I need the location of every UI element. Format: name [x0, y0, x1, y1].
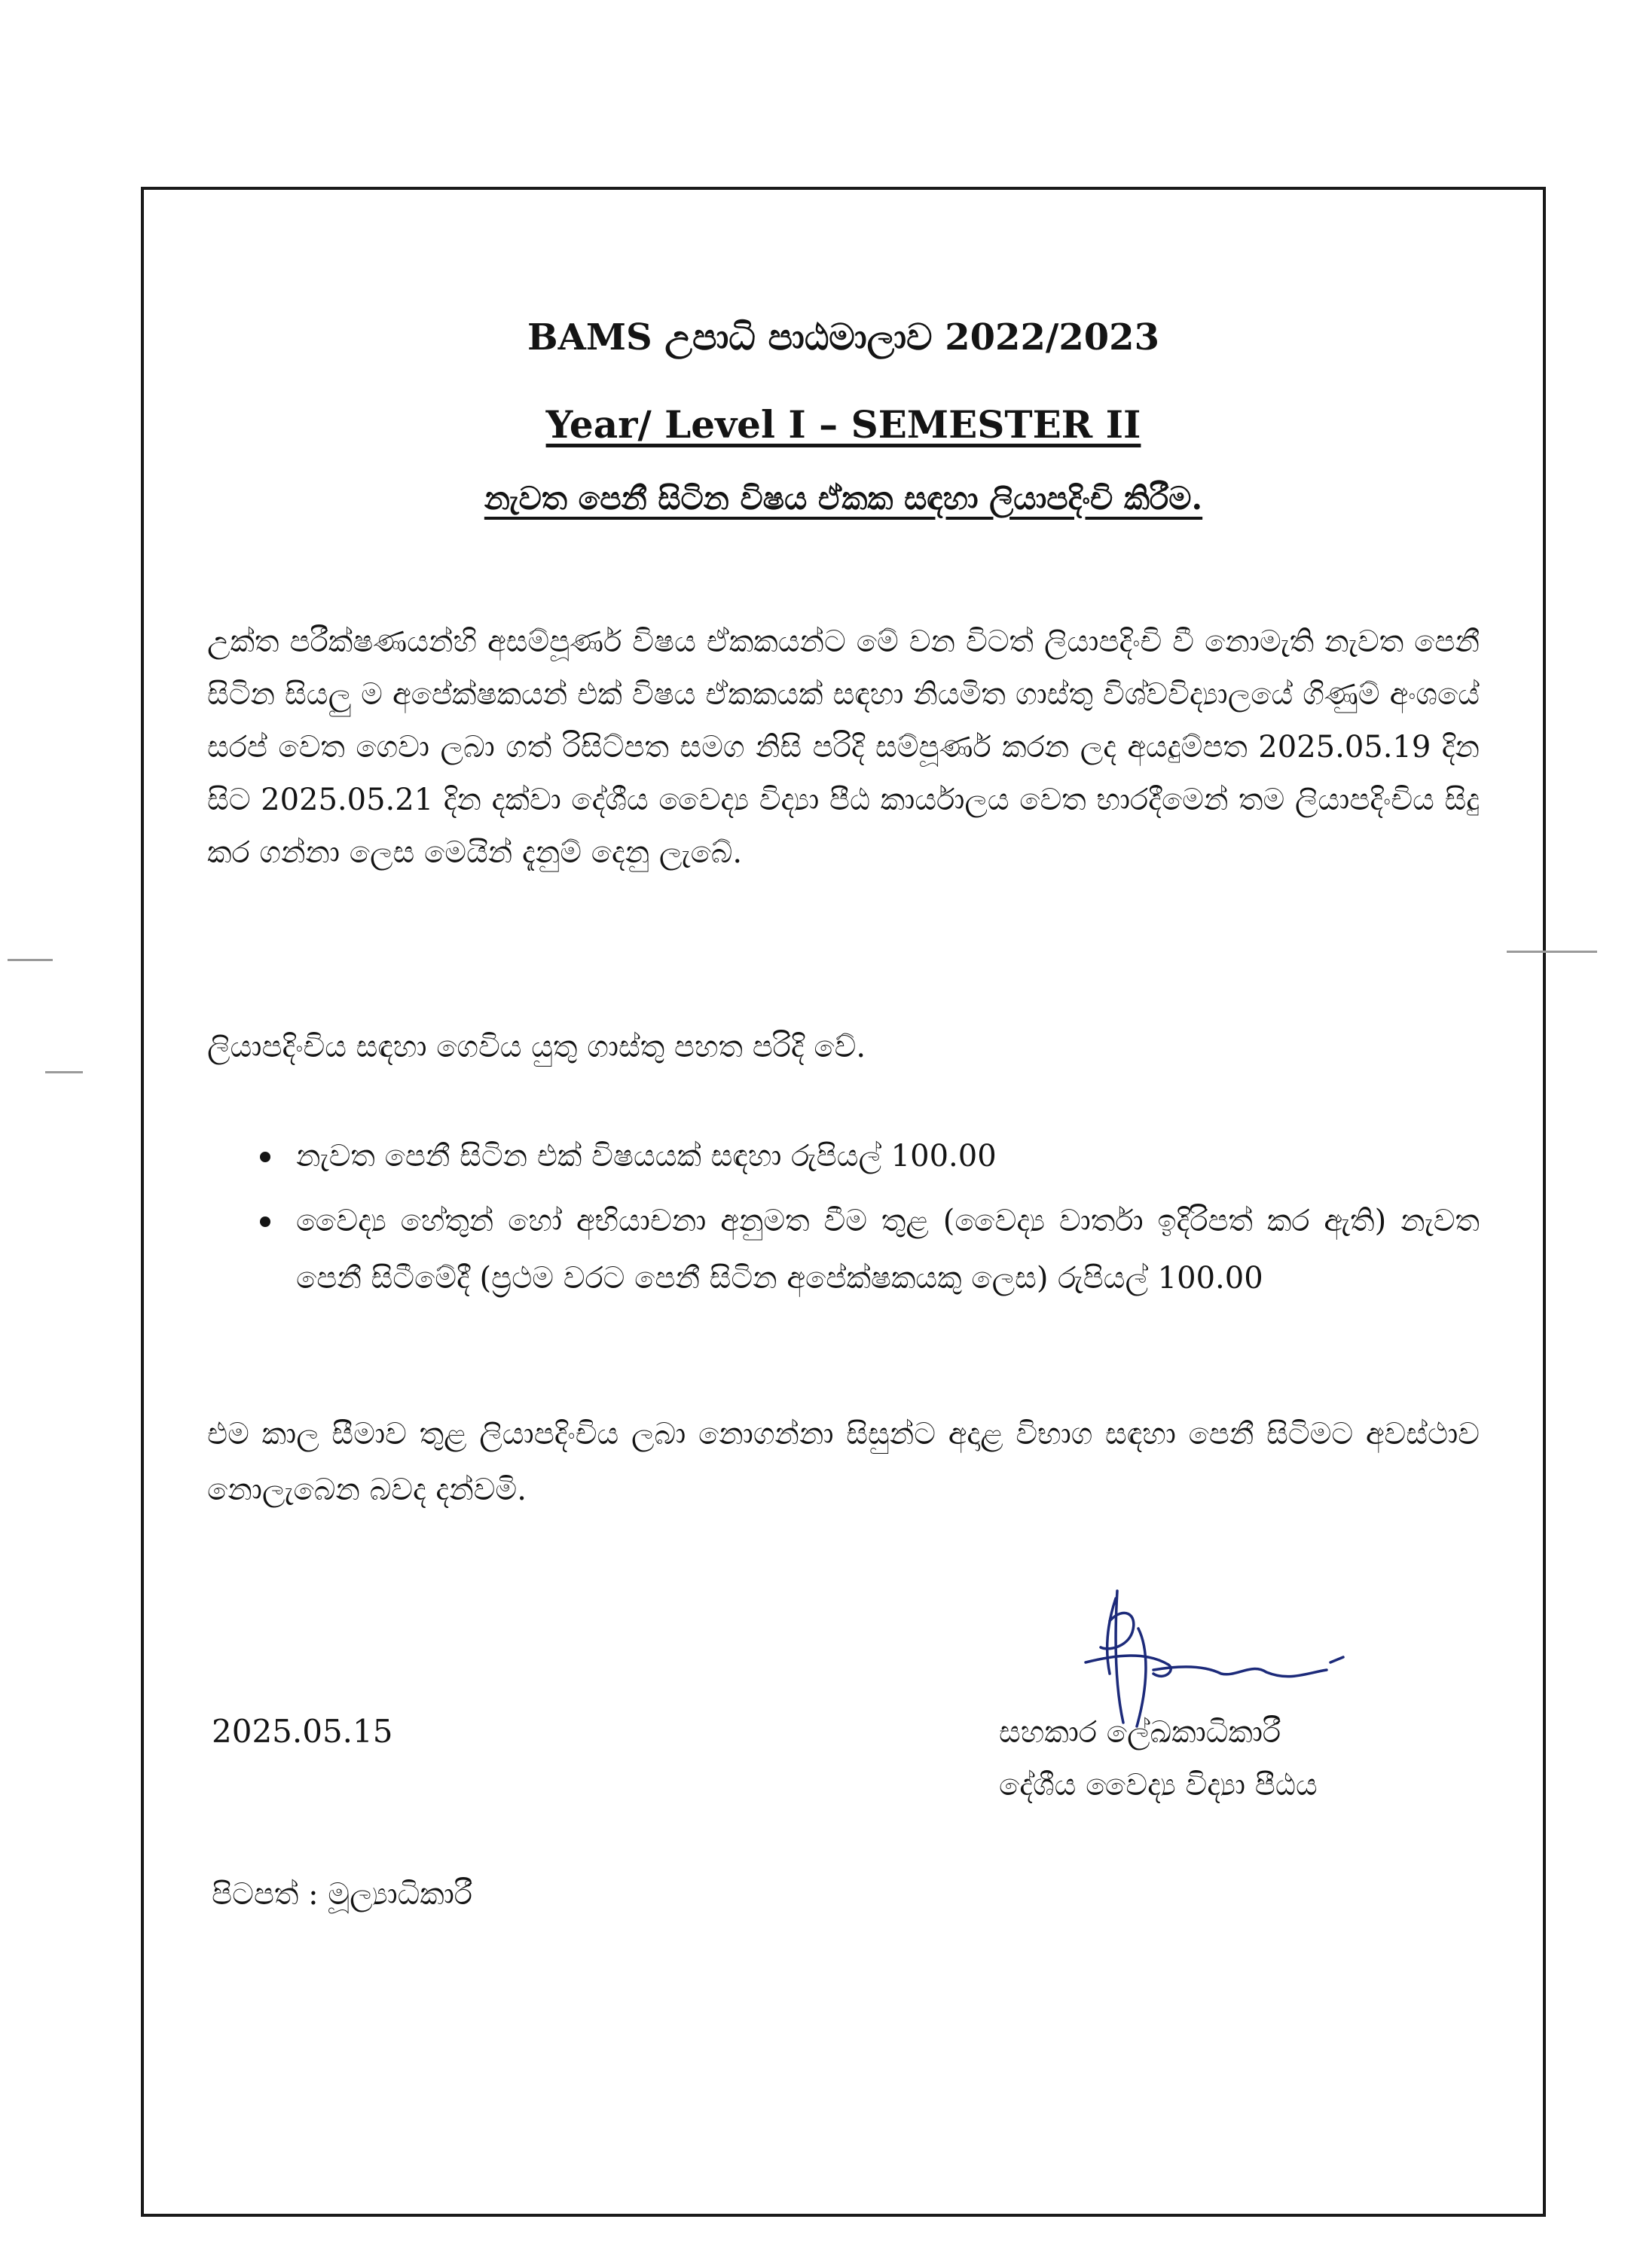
fee-item-text: වෛද්‍ය හේතුන් හෝ අභියාචනා අනුමත වීම තුළ (වෛද්‍ය වාර්තා ඉදිරිපත් කර ඇති) නැවත පෙනී සිටීමේදී (ප්‍රථම වරට පෙනී සිටින අපේක්ෂකයකු ලෙස) රුපියල් 100.00: [296, 1204, 1480, 1296]
fee-item: [207, 1128, 1480, 1185]
fee-list: [207, 1128, 1480, 1314]
document-date: 2025.05.15: [212, 1713, 393, 1750]
scan-mark: [1507, 951, 1597, 953]
notice-paragraph-closing: එම කාල සීමාව තුළ ලියාපදිංචිය ලබා නොගන්නා සිසුන්ට අදාළ විභාග සඳහා පෙනී සිටිමට අවස්ථාව නොලැබෙන බවද දන්වමි.: [207, 1417, 1480, 1507]
signatory-title: සහකාර ලේඛකාධිකාරී: [999, 1715, 1281, 1750]
notice-paragraph-main: උක්ත පරීක්ෂණයන්හි අසම්පූර්ණ විෂය ඒකකයන්ට මේ වන විටත් ලියාපදිංචි වී නොමැති නැවත පෙනී සිටින සියලු ම අපේක්ෂකයන් එක් විෂය ඒකකයක් සඳහා නියමිත ගාස්තු විශ්වවිද්‍යාලයේ ගිණුම් අංශයේ සරප් වෙත ගෙවා ලබා ගත් රිසිට්පත සමග නිසි පරිදි සම්පූර්ණ කරන ලද අයදුම්පත 2025.05.19 දින සිට 2025.05.21 දින දක්වා දේශීය වෛද්‍ය විද්‍යා පීඨ කාර්යාලය වෙත භාරදීමෙන් තම ලියාපදිංචිය සිදු කර ගන්නා ලෙස මෙයින් දැනුම් දෙනු ලැබේ.: [207, 624, 1480, 870]
bullet-icon: [260, 1152, 270, 1162]
document-frame: [141, 187, 1546, 2217]
notice-heading: නැවත පෙනී සිටින විෂය ඒකක සඳහා ලියාපදිංචි කිරීම.: [484, 480, 1203, 517]
signatory-organization: දේශීය වෛද්‍ය විද්‍යා පීඨය: [999, 1768, 1318, 1802]
scan-mark: [8, 959, 53, 961]
document-subtitle: Year/ Level I – SEMESTER II: [545, 402, 1141, 447]
scan-mark: [45, 1071, 83, 1073]
document-title: BAMS උපාධි පාඨමාලාව 2022/2023: [527, 316, 1159, 359]
fee-item: [207, 1192, 1480, 1307]
fee-item-text: නැවත පෙනී සිටින එක් විෂයයක් සඳහා රුපියල් 100.00: [296, 1139, 997, 1174]
fees-intro: ලියාපදිංචිය සඳහා ගෙවිය යුතු ගාස්තු පහත පරිදි වේ.: [207, 1030, 866, 1064]
bullet-icon: [260, 1216, 270, 1227]
copy-to: පිටපත් : මූල්‍යාධිකාරී: [212, 1877, 473, 1912]
